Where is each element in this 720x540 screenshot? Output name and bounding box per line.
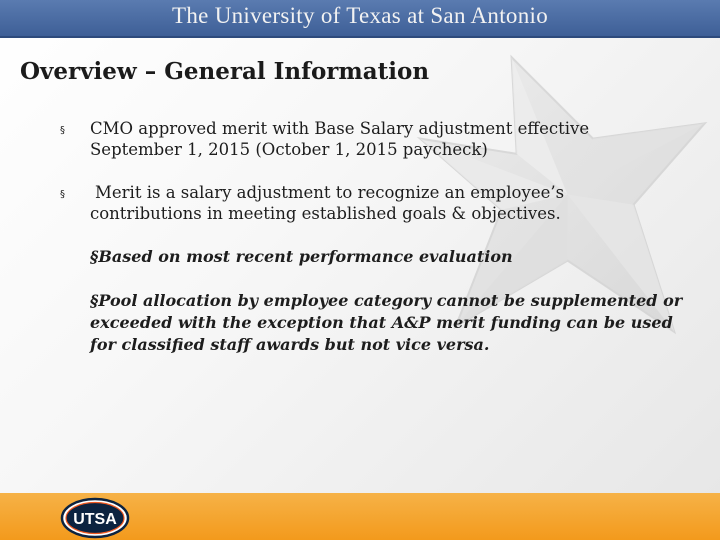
bullet-marker: § [60,189,65,200]
bullet-1-line-2: September 1, 2015 (October 1, 2015 paycheck) [90,140,488,159]
logo-text: UTSA [73,511,117,528]
bullet-1-text [90,118,589,160]
sub-bullet-2-line-1: §Pool allocation by employee category cannot be supplemented or [90,291,683,310]
header-title: The University of Texas at San Antonio [171,3,549,28]
sub-bullet-1-line-1: §Based on most recent performance evaluation [90,247,513,266]
header-bar [0,0,720,38]
bullet-1-line-1: CMO approved merit with Base Salary adjustment effective [90,119,590,138]
bullet-marker: § [60,125,65,136]
sub-bullet-2-line-2: exceeded with the exception that A&P merit funding can be used [90,313,673,332]
sub-bullet-2-line-3: for classified staff awards but not vice versa. [90,335,490,354]
sub-bullet-2 [90,290,690,356]
bullet-2-text [90,182,564,224]
bullet-2-line-2: contributions in meeting established goals & objectives. [90,204,561,223]
bullet-2-line-1: Merit is a salary adjustment to recognize an employee’s [95,183,565,202]
slide-title: Overview – General Information [20,58,430,85]
sub-bullet-1 [90,246,513,268]
utsa-logo-icon [60,496,130,540]
